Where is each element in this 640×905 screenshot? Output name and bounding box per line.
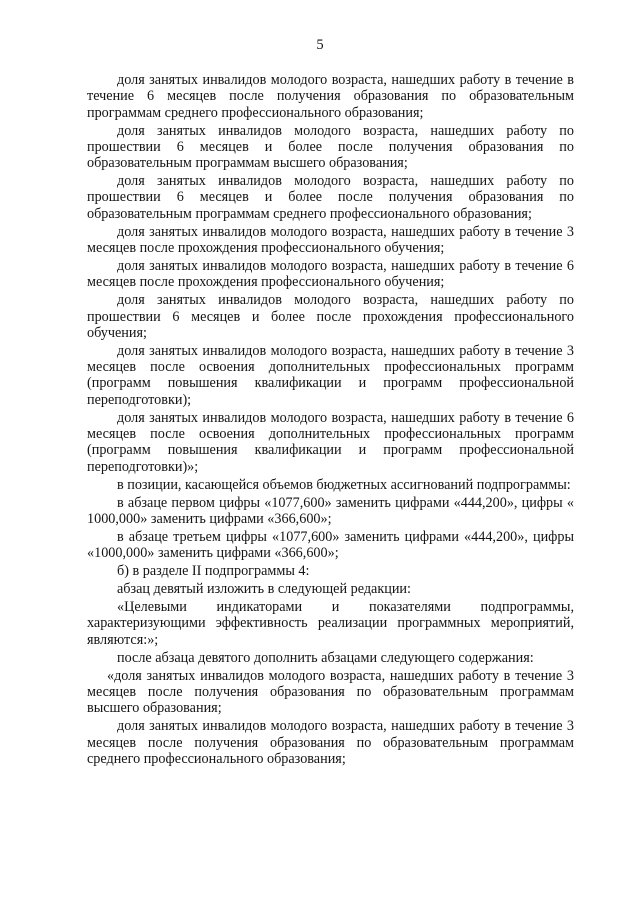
paragraph: доля занятых инвалидов молодого возраста, нашедших работу в течение 3 месяцев после получения образования по образовательным программам среднего профессионального образования; [87,718,574,767]
paragraph: доля занятых инвалидов молодого возраста, нашедших работу в течение 6 месяцев после освоения дополнительных профессиональных программ (программ повышения квалификации и программ профессиональной переподготовки)»; [87,409,574,475]
page-number: 5 [316,37,324,53]
paragraph: в абзаце первом цифры «1077,600» заменить цифрами «444,200», цифры « 1000,000» заменить цифрами «366,600»; [87,494,574,527]
paragraph: доля занятых инвалидов молодого возраста, нашедших работу в течение 3 месяцев после прохождения профессионального обучения; [87,223,574,257]
paragraph: абзац девятый изложить в следующей редакции: [117,581,411,598]
paragraph: доля занятых инвалидов молодого возраста, нашедших работу по прошествии 6 месяцев и более после получения образования по образовательным программам высшего образования; [87,122,574,172]
paragraph: б) в разделе II подпрограммы 4: [117,563,310,580]
paragraph: «доля занятых инвалидов молодого возраста, нашедших работу в течение 3 месяцев после получения образования по образовательным программам высшего образования; [87,667,574,717]
paragraph: в позиции, касающейся объемов бюджетных ассигнований подпрограммы: [117,476,571,493]
paragraph: доля занятых инвалидов молодого возраста, нашедших работу в течение в течение 6 месяцев после получения образования по образовательным программам среднего профессионального образования; [87,72,574,121]
body-text [87,72,574,769]
paragraph: доля занятых инвалидов молодого возраста, нашедших работу в течение 6 месяцев после прохождения профессионального обучения; [87,258,574,291]
paragraph: в абзаце третьем цифры «1077,600» заменить цифрами «444,200», цифры «1000,000» заменить цифрами «366,600»; [87,528,574,562]
paragraph: «Целевыми индикаторами и показателями подпрограммы, характеризующими эффективность реализации программных мероприятий, являются:»; [87,599,574,648]
paragraph: доля занятых инвалидов молодого возраста, нашедших работу в течение 3 месяцев после освоения дополнительных профессиональных программ (программ повышения квалификации и программ профессиональной переподготовки); [87,342,574,408]
paragraph: доля занятых инвалидов молодого возраста, нашедших работу по прошествии 6 месяцев и более после прохождения профессионального обучения; [87,292,574,341]
paragraph: после абзаца девятого дополнить абзацами следующего содержания: [117,649,534,666]
paragraph: доля занятых инвалидов молодого возраста, нашедших работу по прошествии 6 месяцев и более после получения образования по образовательным программам среднего профессионального образования; [87,173,574,222]
